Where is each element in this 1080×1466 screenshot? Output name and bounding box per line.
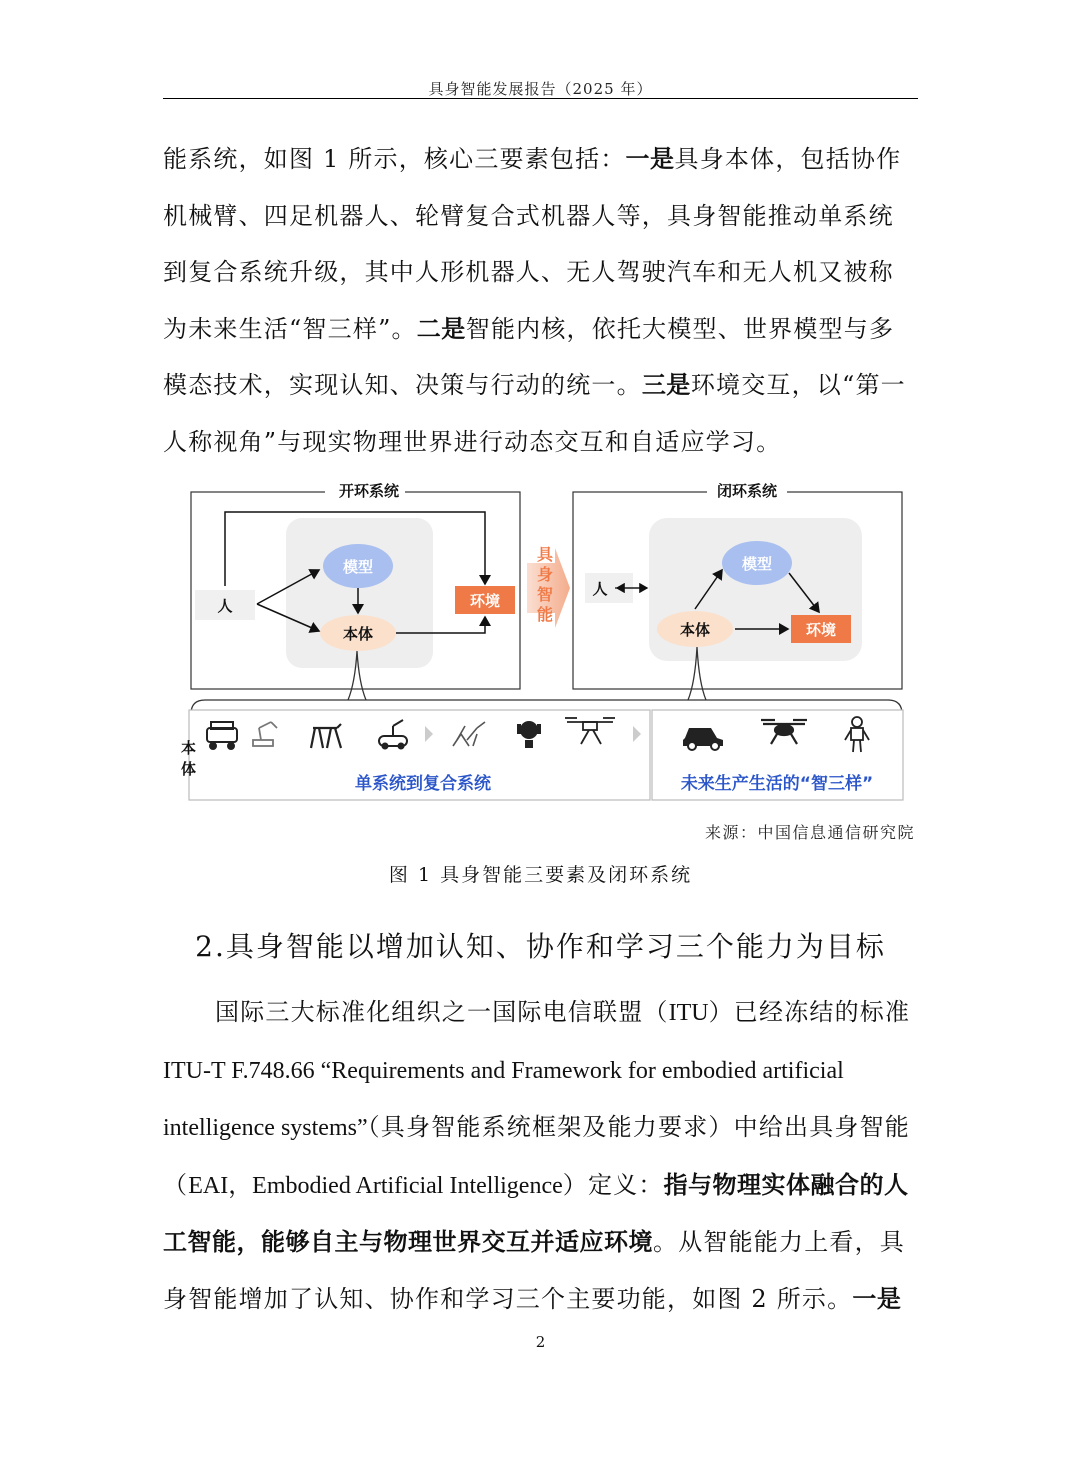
- header-rule: [163, 98, 918, 99]
- arrow-label: 具身智能: [537, 545, 554, 624]
- text-run: ）已经冻结的标准: [708, 998, 911, 1026]
- embodied-intelligence-arrow: [527, 545, 570, 628]
- figure-1-diagram: [181, 478, 910, 808]
- latin-run: ITU-T F.748.66 “Requirements and Framework for embodied artificial intelligence systems”: [163, 1057, 844, 1141]
- side-label: 本体: [181, 739, 197, 778]
- page-number: 2: [535, 1333, 546, 1351]
- bold-run: 三是: [641, 371, 691, 399]
- text-run: ）定义：: [562, 1170, 664, 1199]
- text-run: 国际三大标准化组织之一国际电信联盟（: [215, 998, 669, 1026]
- right-band-label: 未来生产生活的“智三样”: [680, 774, 874, 794]
- paragraph-itu-definition: [163, 984, 918, 1327]
- figure-source: 来源：中国信息通信研究院: [704, 823, 915, 842]
- text-run: 。从智能能力上看，具身智能增加了认知、协作和学习三个主要功能，如图 2 所示。: [163, 1228, 905, 1313]
- bold-run: 一是: [852, 1284, 902, 1313]
- person-label: 人: [217, 597, 233, 615]
- text-run: （具身智能系统框架及能力要求）中给出具身智能（: [163, 1113, 911, 1199]
- model-label: 模型: [741, 555, 773, 573]
- open-loop-title: 开环系统: [338, 482, 400, 500]
- text-run: 具身本体，包括协作机械臂、四足机器人、轮臂复合式机器人等，具身智能推动单系统到复合系统升级，其中人形机器人、无人驾驶汽车和无人机又被称为未来生活“智三样”。: [163, 145, 902, 343]
- page-header: 具身智能发展报告（2025 年）: [428, 80, 653, 98]
- latin-run: EAI，Embodied Artificial Intelligence: [188, 1172, 563, 1199]
- bold-run: 指与物理实体融合的人工智能，能够自主与物理世界交互并适应环境: [163, 1170, 909, 1256]
- closed-loop-title: 闭环系统: [716, 482, 778, 500]
- person-label: 人: [592, 580, 608, 598]
- body-label: 本体: [679, 621, 711, 639]
- env-label: 环境: [469, 592, 501, 610]
- closed-loop-panel: [573, 482, 902, 700]
- left-band-label: 单系统到复合系统: [355, 774, 491, 794]
- text-run: 能系统，如图 1 所示，核心三要素包括：: [163, 145, 626, 173]
- env-label: 环境: [805, 621, 837, 639]
- bold-run: 二是: [416, 314, 466, 343]
- latin-run: ITU: [668, 1000, 709, 1026]
- body-label: 本体: [342, 625, 374, 643]
- text-run: 环境交互，以“第一人称视角”与现实物理世界进行动态交互和自适应学习。: [163, 371, 906, 456]
- paragraph-core-elements: [163, 131, 918, 470]
- open-loop-panel: [191, 482, 520, 700]
- section-heading: 2.具身智能以增加认知、协作和学习三个能力为目标: [195, 930, 886, 963]
- figure-caption: 图 1 具身智能三要素及闭环系统: [388, 864, 693, 886]
- text-run: 智能内核，依托大模型、世界模型与多模态技术，实现认知、决策与行动的统一。: [163, 314, 895, 399]
- model-label: 模型: [342, 558, 374, 576]
- bold-run: 一是: [625, 145, 675, 173]
